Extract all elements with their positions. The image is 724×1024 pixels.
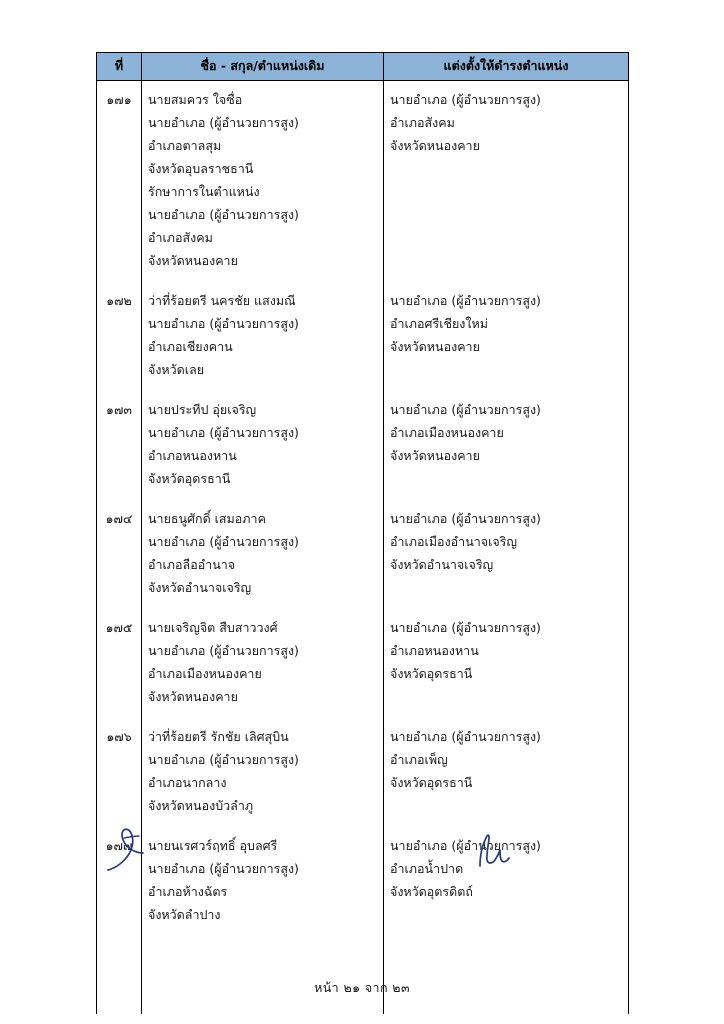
cell-line: จังหวัดเลย — [148, 362, 205, 377]
row-separator — [97, 490, 629, 500]
cell-name-position — [142, 391, 384, 490]
cell-name-position — [142, 81, 384, 273]
cell-row-number — [97, 81, 142, 273]
cell-row-number — [97, 391, 142, 490]
row-separator — [97, 708, 629, 718]
cell-line: นายประทีป อุ่ยเจริญ — [148, 402, 257, 417]
cell-line: อำเภอสังคม — [148, 230, 213, 245]
cell-row-number — [97, 827, 142, 926]
row-number: ๑๗๖ — [106, 729, 132, 744]
cell-name-position — [142, 827, 384, 926]
table-row — [97, 282, 629, 381]
cell-appointment — [384, 391, 629, 490]
cell-line: จังหวัดอุตรดิตถ์ — [390, 884, 473, 899]
cell-line: อำเภอเชียงคาน — [148, 339, 233, 354]
cell-line: จังหวัดหนองคาย — [390, 138, 480, 153]
table-row — [97, 827, 629, 926]
page-number-label: หน้า ๒๑ จาก ๒๓ — [314, 980, 410, 995]
page-footer — [0, 978, 724, 998]
row-separator — [97, 599, 629, 609]
row-number: ๑๗๕ — [105, 620, 133, 635]
cell-line: นายอำเภอ (ผู้อำนวยการสูง) — [390, 92, 541, 107]
table-header — [97, 53, 629, 81]
cell-line: จังหวัดอำนาจเจริญ — [390, 557, 494, 572]
cell-line: นายอำเภอ (ผู้อำนวยการสูง) — [390, 293, 541, 308]
cell-line: อำเภอตาลสุม — [148, 138, 222, 153]
table-row — [97, 718, 629, 817]
cell-line: จังหวัดหนองบัวลำภู — [148, 798, 254, 813]
column-header-appointment: แต่งตั้งให้ดำรงตำแหน่ง — [384, 53, 629, 81]
cell-appointment — [384, 718, 629, 817]
cell-line: จังหวัดอุดรธานี — [148, 471, 231, 486]
cell-line: อำเภอลืออำนาจ — [148, 557, 236, 572]
cell-row-number — [97, 282, 142, 381]
row-number: ๑๗๗ — [105, 838, 133, 853]
cell-line: จังหวัดอุดรธานี — [390, 775, 473, 790]
cell-line: นายอำเภอ (ผู้อำนวยการสูง) — [390, 402, 541, 417]
cell-appointment — [384, 81, 629, 273]
cell-line: นายอำเภอ (ผู้อำนวยการสูง) — [148, 425, 299, 440]
cell-line: นายอำเภอ (ผู้อำนวยการสูง) — [390, 838, 541, 853]
row-number: ๑๗๓ — [106, 402, 132, 417]
table-row — [97, 500, 629, 599]
cell-line: นายเจริญจิต สืบสาววงศ์ — [148, 620, 278, 635]
cell-line: นายอำเภอ (ผู้อำนวยการสูง) — [148, 861, 299, 876]
cell-line: อำเภอนากลาง — [148, 775, 227, 790]
cell-name-position — [142, 718, 384, 817]
cell-line: นายอำเภอ (ผู้อำนวยการสูง) — [148, 643, 299, 658]
cell-line: อำเภอสังคม — [390, 115, 455, 130]
cell-line: อำเภอเมืองหนองคาย — [390, 425, 504, 440]
cell-name-position — [142, 609, 384, 708]
cell-line: ว่าที่ร้อยตรี นครชัย แสงมณี — [148, 293, 296, 308]
row-number: ๑๗๔ — [105, 511, 133, 526]
cell-line: จังหวัดหนองคาย — [148, 253, 238, 268]
cell-line: นายสมควร ใจซื่อ — [148, 92, 243, 107]
cell-appointment — [384, 827, 629, 926]
cell-line: อำเภอหนองหาน — [390, 643, 479, 658]
cell-row-number — [97, 500, 142, 599]
cell-row-number — [97, 609, 142, 708]
table-tail-space — [97, 936, 629, 1014]
table-row — [97, 81, 629, 273]
table-row — [97, 391, 629, 490]
row-separator — [97, 381, 629, 391]
cell-line: อำเภอหนองหาน — [148, 448, 237, 463]
cell-line: จังหวัดอำนาจเจริญ — [148, 580, 252, 595]
cell-appointment — [384, 609, 629, 708]
table-header-row — [97, 53, 629, 81]
row-separator — [97, 817, 629, 827]
cell-line: นายอำเภอ (ผู้อำนวยการสูง) — [390, 729, 541, 744]
table-row — [97, 609, 629, 708]
cell-line: จังหวัดหนองคาย — [390, 448, 480, 463]
cell-line: ว่าที่ร้อยตรี รักชัย เลิศสุบิน — [148, 729, 289, 744]
cell-line: นายอำเภอ (ผู้อำนวยการสูง) — [148, 752, 299, 767]
cell-line: จังหวัดหนองคาย — [148, 689, 238, 704]
row-number: ๑๗๒ — [106, 293, 132, 308]
cell-line: จังหวัดหนองคาย — [390, 339, 480, 354]
cell-row-number — [97, 718, 142, 817]
cell-appointment — [384, 282, 629, 381]
column-header-number: ที่ — [97, 53, 142, 81]
cell-line: นายธนูศักดิ์ เสมอภาค — [148, 511, 266, 526]
cell-line: จังหวัดลำปาง — [148, 907, 221, 922]
cell-line: อำเภอเมืองหนองคาย — [148, 666, 262, 681]
cell-name-position — [142, 500, 384, 599]
cell-line: อำเภอเพ็ญ — [390, 752, 448, 767]
cell-line: นายอำเภอ (ผู้อำนวยการสูง) — [390, 620, 541, 635]
cell-line: นายอำเภอ (ผู้อำนวยการสูง) — [148, 534, 299, 549]
column-header-name-position: ชื่อ - สกุล/ตำแหน่งเดิม — [142, 53, 384, 81]
cell-line: จังหวัดอุดรธานี — [390, 666, 473, 681]
row-number: ๑๗๑ — [106, 92, 132, 107]
cell-name-position — [142, 282, 384, 381]
cell-line: นายอำเภอ (ผู้อำนวยการสูง) — [148, 115, 299, 130]
cell-line: อำเภอเมืองอำนาจเจริญ — [390, 534, 518, 549]
cell-line: นายนเรศวร์ฤทธิ์ อุบลศรี — [148, 838, 278, 853]
cell-line: นายอำเภอ (ผู้อำนวยการสูง) — [148, 316, 299, 331]
cell-line: อำเภอน้ำปาด — [390, 861, 464, 876]
cell-line: จังหวัดอุบลราชธานี — [148, 161, 254, 176]
cell-line: นายอำเภอ (ผู้อำนวยการสูง) — [390, 511, 541, 526]
cell-line: อำเภอศรีเชียงใหม่ — [390, 316, 488, 331]
cell-line: อำเภอห้างฉัตร — [148, 884, 228, 899]
cell-line: รักษาการในตำแหน่ง — [148, 184, 260, 199]
row-separator — [97, 926, 629, 936]
table-body — [97, 81, 629, 1015]
cell-line: นายอำเภอ (ผู้อำนวยการสูง) — [148, 207, 299, 222]
appointment-table — [96, 52, 629, 1014]
row-separator — [97, 272, 629, 282]
cell-appointment — [384, 500, 629, 599]
